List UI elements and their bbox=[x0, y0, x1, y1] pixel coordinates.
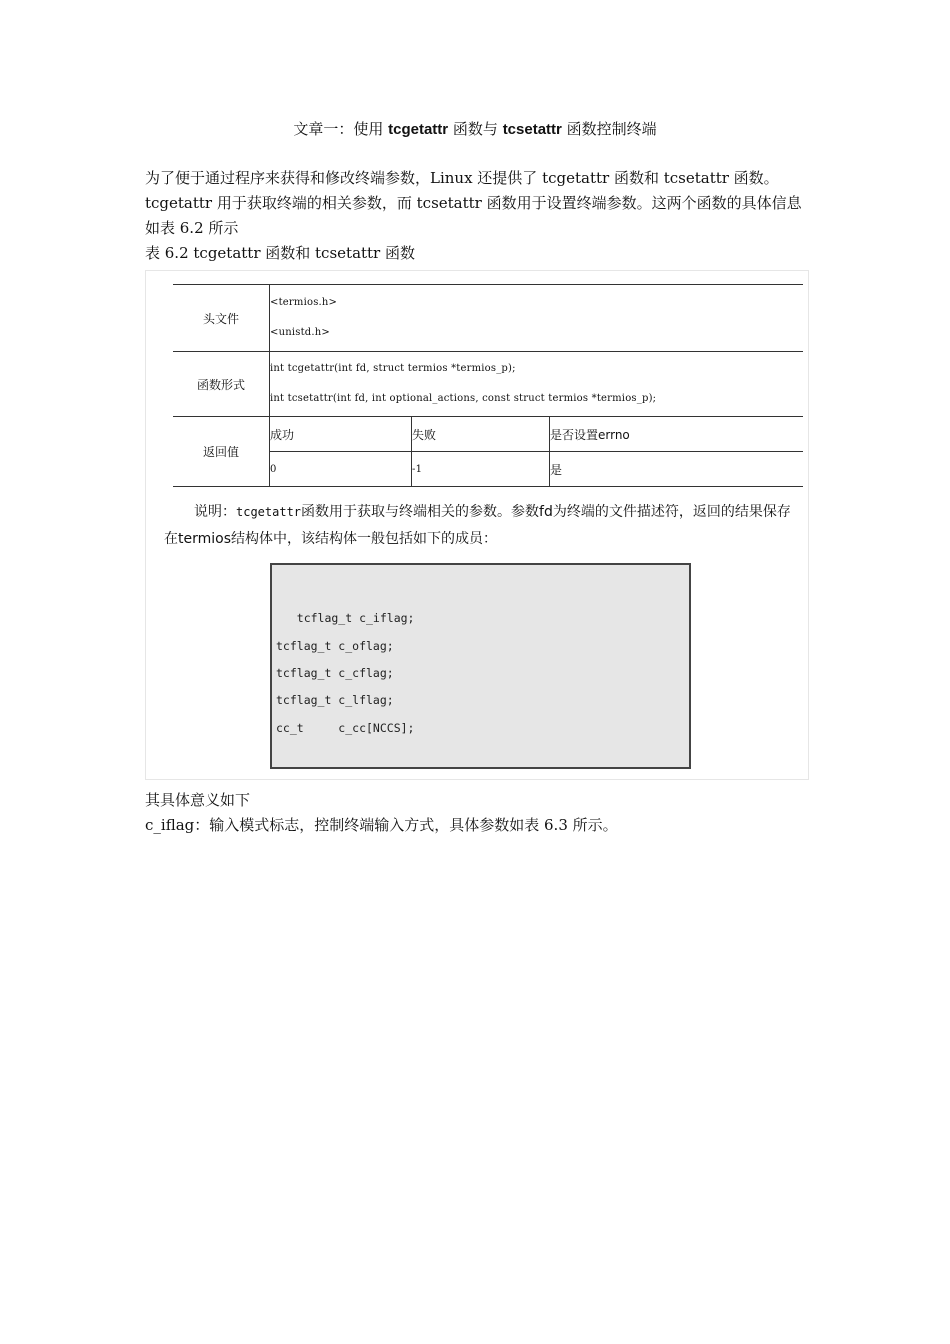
table-figure bbox=[145, 270, 809, 780]
header-file-label: 头文件 bbox=[173, 285, 270, 352]
return-header-success: 成功 bbox=[270, 417, 412, 452]
title-suffix: 函数控制终端 bbox=[561, 120, 657, 138]
return-label: 返回值 bbox=[173, 417, 270, 487]
function-form-row bbox=[173, 352, 803, 417]
header-file-2: <unistd.h> bbox=[270, 327, 331, 338]
meaning-intro: 其具体意义如下 bbox=[145, 791, 251, 809]
c-iflag-description: c_iflag：输入模式标志，控制终端输入方式，具体参数如表 6.3 所示。 bbox=[145, 816, 618, 834]
return-header-errno: 是否设置errno bbox=[550, 417, 804, 452]
code-line: tcflag_t c_lflag; bbox=[276, 693, 394, 707]
note-rest: 函数用于获取与终端相关的参数。参数fd为终端的文件描述符，返回的结果保存在termios结构体中，该结构体一般包括如下的成员： bbox=[164, 504, 791, 547]
return-header-failure: 失败 bbox=[412, 417, 550, 452]
page-title bbox=[0, 118, 950, 139]
function-form-cell bbox=[270, 352, 804, 417]
note-paragraph bbox=[164, 499, 804, 553]
code-line: cc_t c_cc[NCCS]; bbox=[276, 721, 415, 735]
title-fn1: tcgetattr bbox=[388, 121, 449, 138]
code-block bbox=[270, 563, 691, 769]
intro-paragraph: 为了便于通过程序来获得和修改终端参数，Linux 还提供了 tcgetattr 函数和 tcsetattr 函数。tcgetattr 用于获取终端的相关参数，而 tcsetattr 函数用于设置终端参数。这两个函数的具体信息如表 6.2 所示 bbox=[145, 169, 802, 237]
title-mid: 函数与 bbox=[448, 120, 503, 138]
header-file-1: <termios.h> bbox=[270, 297, 338, 308]
note-lead: 说明： bbox=[194, 504, 236, 520]
return-value-success: 0 bbox=[270, 452, 412, 487]
code-line: tcflag_t c_oflag; bbox=[276, 639, 394, 653]
title-fn2: tcsetattr bbox=[502, 121, 562, 138]
function-form-label: 函数形式 bbox=[173, 352, 270, 417]
note-code: tcgetattr bbox=[236, 505, 302, 519]
function-form-1: int tcgetattr(int fd, struct termios *termios_p); bbox=[270, 363, 516, 374]
header-file-cell bbox=[270, 285, 804, 352]
header-file-row bbox=[173, 285, 803, 352]
table-caption: 表 6.2 tcgetattr 函数和 tcsetattr 函数 bbox=[145, 244, 416, 262]
function-form-2: int tcsetattr(int fd, int optional_actions, const struct termios *termios_p); bbox=[270, 393, 657, 404]
title-prefix: 文章一：使用 bbox=[293, 120, 389, 138]
spec-table bbox=[173, 284, 803, 487]
return-value-failure: -1 bbox=[412, 452, 550, 487]
return-header-row bbox=[173, 417, 803, 452]
code-line: tcflag_t c_iflag; bbox=[276, 611, 415, 625]
code-line: tcflag_t c_cflag; bbox=[276, 666, 394, 680]
return-value-errno: 是 bbox=[550, 452, 804, 487]
